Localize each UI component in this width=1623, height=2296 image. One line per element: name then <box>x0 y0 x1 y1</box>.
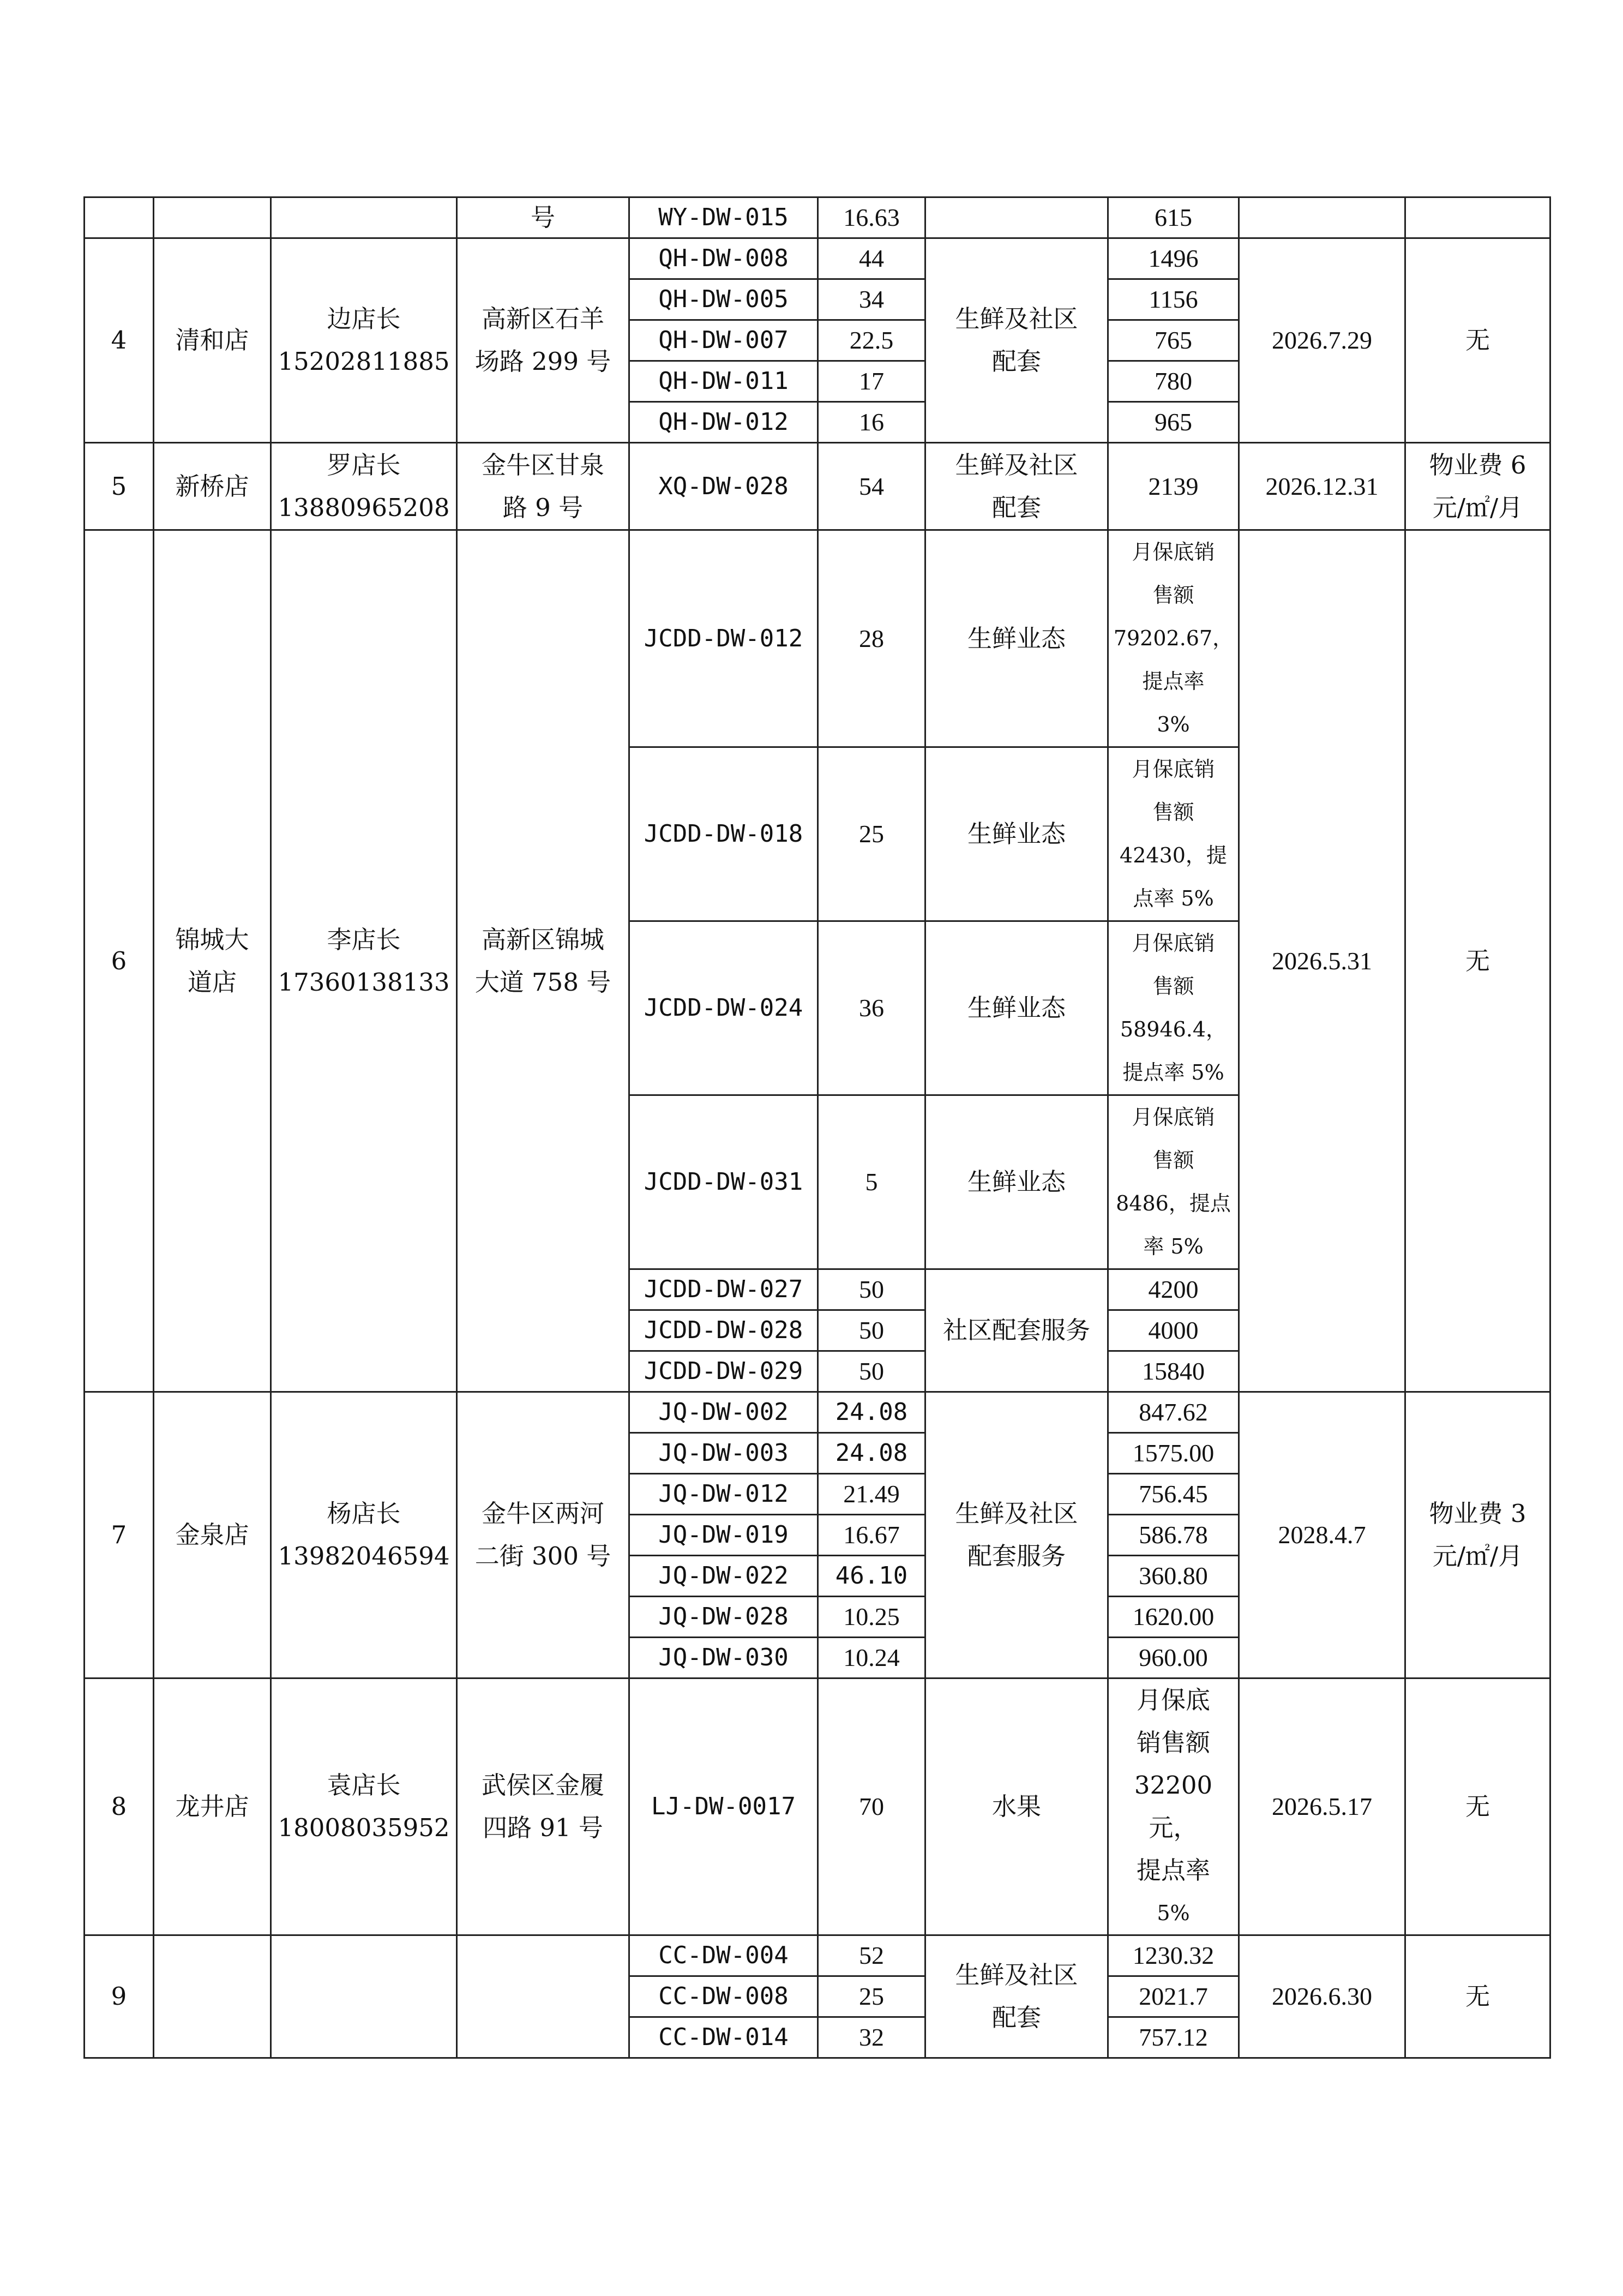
unit-code: JQ-DW-012 <box>629 1474 818 1515</box>
unit-rent: 月保底销 售额 8486，提点 率 5% <box>1108 1095 1239 1269</box>
row-number: 8 <box>85 1678 154 1935</box>
table-row <box>85 443 1550 530</box>
unit-code: JQ-DW-028 <box>629 1597 818 1638</box>
lease-expiry: 2026.5.17 <box>1239 1678 1405 1935</box>
unit-rent: 4000 <box>1108 1310 1239 1351</box>
lease-expiry: 2026.7.29 <box>1239 238 1405 443</box>
unit-area: 34 <box>818 279 925 320</box>
unit-code: QH-DW-008 <box>629 238 818 279</box>
store-address: 金牛区甘泉 路 9 号 <box>457 443 629 530</box>
unit-area: 25 <box>818 747 925 921</box>
notes: 物业费 3 元/㎡/月 <box>1405 1392 1550 1678</box>
unit-rent: 1620.00 <box>1108 1597 1239 1638</box>
notes: 无 <box>1405 238 1550 443</box>
store-name <box>154 1935 271 2058</box>
notes: 物业费 6 元/㎡/月 <box>1405 443 1550 530</box>
unit-code: JCDD-DW-018 <box>629 747 818 921</box>
row-number: 9 <box>85 1935 154 2058</box>
store-address: 金牛区两河 二街 300 号 <box>457 1392 629 1678</box>
unit-rent: 615 <box>1108 197 1239 238</box>
business-type: 生鲜业态 <box>925 921 1108 1095</box>
table-row <box>85 530 1550 747</box>
unit-code: QH-DW-012 <box>629 402 818 443</box>
unit-area: 28 <box>818 530 925 747</box>
business-type: 生鲜及社区 配套 <box>925 443 1108 530</box>
unit-rent: 15840 <box>1108 1351 1239 1392</box>
unit-code: CC-DW-014 <box>629 2017 818 2058</box>
unit-rent: 2139 <box>1108 443 1239 530</box>
unit-code: JCDD-DW-027 <box>629 1269 818 1310</box>
unit-area: 50 <box>818 1269 925 1310</box>
business-type: 水果 <box>925 1678 1108 1935</box>
unit-area: 46.10 <box>818 1556 925 1597</box>
row-number: 7 <box>85 1392 154 1678</box>
manager-contact: 袁店长 18008035952 <box>271 1678 457 1935</box>
unit-code: JCDD-DW-028 <box>629 1310 818 1351</box>
store-name: 锦城大 道店 <box>154 530 271 1392</box>
lease-expiry: 2026.6.30 <box>1239 1935 1405 2058</box>
unit-area: 36 <box>818 921 925 1095</box>
lease-expiry <box>1239 197 1405 238</box>
unit-code: JQ-DW-003 <box>629 1433 818 1474</box>
unit-rent: 2021.7 <box>1108 1976 1239 2017</box>
unit-area: 16 <box>818 402 925 443</box>
manager-contact <box>271 1935 457 2058</box>
table-row <box>85 238 1550 279</box>
unit-area: 17 <box>818 361 925 402</box>
row-number: 6 <box>85 530 154 1392</box>
unit-rent: 960.00 <box>1108 1638 1239 1678</box>
notes: 无 <box>1405 1678 1550 1935</box>
business-type: 生鲜及社区 配套 <box>925 238 1108 443</box>
manager-contact <box>271 197 457 238</box>
unit-rent: 360.80 <box>1108 1556 1239 1597</box>
manager-contact: 边店长 15202811885 <box>271 238 457 443</box>
unit-rent: 780 <box>1108 361 1239 402</box>
store-address: 武侯区金履 四路 91 号 <box>457 1678 629 1935</box>
business-type: 生鲜及社区 配套 <box>925 1935 1108 2058</box>
unit-area: 22.5 <box>818 320 925 361</box>
unit-code: CC-DW-004 <box>629 1935 818 1976</box>
unit-area: 54 <box>818 443 925 530</box>
unit-area: 10.25 <box>818 1597 925 1638</box>
table-row <box>85 1678 1550 1935</box>
unit-rent: 月保底销 售额 79202.67， 提点率 3% <box>1108 530 1239 747</box>
unit-rent: 757.12 <box>1108 2017 1239 2058</box>
unit-code: JQ-DW-002 <box>629 1392 818 1433</box>
notes <box>1405 197 1550 238</box>
unit-rent: 1156 <box>1108 279 1239 320</box>
manager-contact: 杨店长 13982046594 <box>271 1392 457 1678</box>
manager-contact: 罗店长 13880965208 <box>271 443 457 530</box>
unit-code: CC-DW-008 <box>629 1976 818 2017</box>
business-type: 社区配套服务 <box>925 1269 1108 1392</box>
unit-rent: 586.78 <box>1108 1515 1239 1556</box>
unit-area: 21.49 <box>818 1474 925 1515</box>
unit-area: 24.08 <box>818 1392 925 1433</box>
unit-area: 16.67 <box>818 1515 925 1556</box>
unit-code: JCDD-DW-029 <box>629 1351 818 1392</box>
table-row <box>85 197 1550 238</box>
lease-expiry: 2026.5.31 <box>1239 530 1405 1392</box>
store-name: 清和店 <box>154 238 271 443</box>
unit-rent: 月保底 销售额 32200 元， 提点率 5% <box>1108 1678 1239 1935</box>
unit-code: QH-DW-005 <box>629 279 818 320</box>
unit-code: QH-DW-007 <box>629 320 818 361</box>
table-row <box>85 1935 1550 1976</box>
unit-code: JCDD-DW-031 <box>629 1095 818 1269</box>
store-name: 金泉店 <box>154 1392 271 1678</box>
row-number <box>85 197 154 238</box>
lease-expiry: 2026.12.31 <box>1239 443 1405 530</box>
lease-expiry: 2028.4.7 <box>1239 1392 1405 1678</box>
notes: 无 <box>1405 1935 1550 2058</box>
unit-area: 50 <box>818 1310 925 1351</box>
store-address: 号 <box>457 197 629 238</box>
notes: 无 <box>1405 530 1550 1392</box>
store-name: 新桥店 <box>154 443 271 530</box>
store-name <box>154 197 271 238</box>
unit-code: JCDD-DW-024 <box>629 921 818 1095</box>
unit-code: JCDD-DW-012 <box>629 530 818 747</box>
unit-rent: 月保底销 售额 42430，提 点率 5% <box>1108 747 1239 921</box>
unit-code: JQ-DW-019 <box>629 1515 818 1556</box>
unit-code: LJ-DW-0017 <box>629 1678 818 1935</box>
unit-code: WY-DW-015 <box>629 197 818 238</box>
business-type: 生鲜业态 <box>925 530 1108 747</box>
unit-area: 32 <box>818 2017 925 2058</box>
unit-code: QH-DW-011 <box>629 361 818 402</box>
unit-area: 24.08 <box>818 1433 925 1474</box>
unit-area: 25 <box>818 1976 925 2017</box>
store-lease-table <box>83 196 1551 2059</box>
store-address: 高新区锦城 大道 758 号 <box>457 530 629 1392</box>
store-name: 龙井店 <box>154 1678 271 1935</box>
unit-code: JQ-DW-022 <box>629 1556 818 1597</box>
unit-area: 10.24 <box>818 1638 925 1678</box>
unit-rent: 765 <box>1108 320 1239 361</box>
row-number: 5 <box>85 443 154 530</box>
business-type: 生鲜业态 <box>925 747 1108 921</box>
business-type <box>925 197 1108 238</box>
unit-rent: 756.45 <box>1108 1474 1239 1515</box>
unit-area: 16.63 <box>818 197 925 238</box>
unit-area: 44 <box>818 238 925 279</box>
unit-rent: 847.62 <box>1108 1392 1239 1433</box>
unit-area: 5 <box>818 1095 925 1269</box>
unit-code: JQ-DW-030 <box>629 1638 818 1678</box>
unit-rent: 1230.32 <box>1108 1935 1239 1976</box>
unit-rent: 965 <box>1108 402 1239 443</box>
manager-contact: 李店长 17360138133 <box>271 530 457 1392</box>
business-type: 生鲜业态 <box>925 1095 1108 1269</box>
unit-area: 50 <box>818 1351 925 1392</box>
table-row <box>85 1392 1550 1433</box>
unit-rent: 月保底销 售额 58946.4， 提点率 5% <box>1108 921 1239 1095</box>
business-type: 生鲜及社区 配套服务 <box>925 1392 1108 1678</box>
store-address <box>457 1935 629 2058</box>
row-number: 4 <box>85 238 154 443</box>
unit-area: 52 <box>818 1935 925 1976</box>
unit-rent: 4200 <box>1108 1269 1239 1310</box>
store-address: 高新区石羊 场路 299 号 <box>457 238 629 443</box>
unit-code: XQ-DW-028 <box>629 443 818 530</box>
unit-rent: 1575.00 <box>1108 1433 1239 1474</box>
unit-rent: 1496 <box>1108 238 1239 279</box>
unit-area: 70 <box>818 1678 925 1935</box>
